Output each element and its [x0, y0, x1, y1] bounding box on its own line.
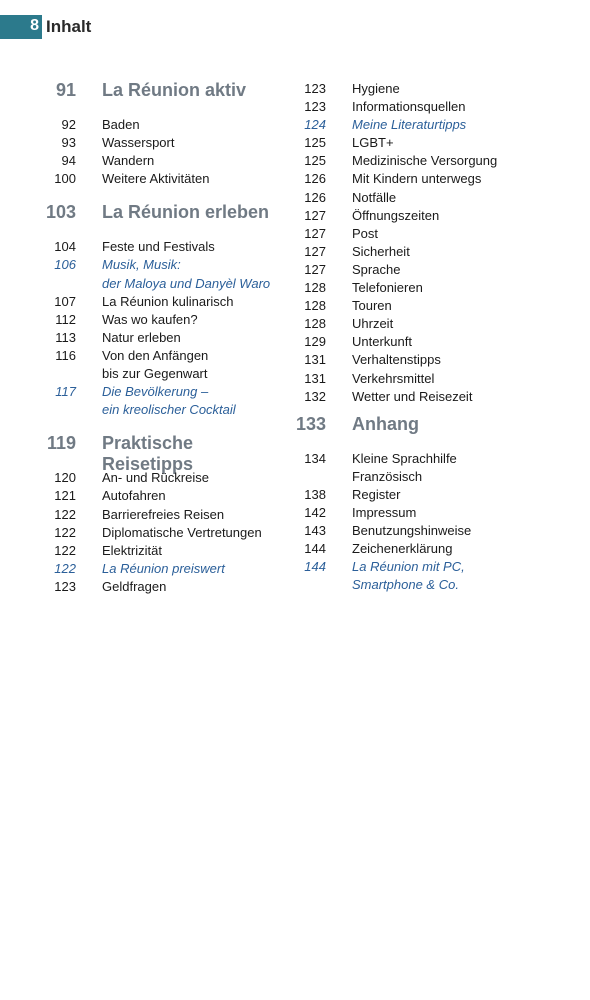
toc-entry-title: Musik, Musik: der Maloya und Danyèl Waro: [102, 257, 271, 291]
toc-entry-page: 132: [304, 388, 326, 404]
toc-entry-title: Öffnungszeiten: [352, 207, 440, 223]
toc-entry[interactable]: [290, 351, 570, 369]
toc-entry[interactable]: [40, 152, 280, 170]
toc-entry[interactable]: [290, 225, 570, 243]
toc-entry-page: 121: [54, 488, 76, 504]
toc-section-title: La Réunion aktiv: [102, 80, 247, 100]
toc-entry-title: Verhaltenstipps: [352, 352, 441, 368]
toc-entry[interactable]: [40, 383, 280, 419]
toc-entry-page: 117: [55, 384, 76, 400]
toc-entry-title: Notfälle: [352, 189, 397, 205]
toc-section-page: 119: [46, 433, 76, 454]
toc-entry[interactable]: [290, 243, 570, 261]
toc-entry-page: 128: [304, 316, 326, 332]
toc-entry-title: Telefonieren: [352, 280, 423, 296]
toc-entry-page: 94: [61, 153, 76, 169]
toc-section-page: 133: [295, 413, 326, 434]
toc-entry-page: 127: [304, 243, 326, 259]
toc-entry-page: 100: [54, 171, 76, 187]
toc-entry-title: Medizinische Versorgung: [352, 153, 498, 169]
toc-entry-page: 113: [55, 329, 76, 345]
toc-entry-page: 144: [304, 559, 326, 575]
toc-entry-title: Natur erleben: [102, 329, 181, 345]
toc-entry-page: 122: [54, 560, 76, 576]
toc-entry-title: Weitere Aktivitäten: [102, 171, 210, 187]
toc-entry-title: Zeichenerklärung: [352, 541, 453, 557]
toc-entry[interactable]: [40, 311, 280, 329]
toc-entry[interactable]: [40, 506, 280, 524]
toc-entry-page: 142: [304, 504, 326, 520]
toc-entry-page: 123: [304, 99, 326, 115]
toc-entry-title: Post: [352, 225, 379, 241]
toc-entry-page: 134: [304, 450, 326, 466]
toc-entry-page: 128: [304, 280, 326, 296]
toc-entry[interactable]: [40, 329, 280, 347]
toc-left-column: [40, 80, 280, 610]
toc-entry-page: 123: [54, 578, 76, 594]
toc-entry-title: Barrierefreies Reisen: [102, 506, 225, 522]
toc-entry-page: 138: [304, 486, 326, 502]
toc-entry[interactable]: [40, 524, 280, 542]
toc-entry[interactable]: [40, 560, 280, 578]
toc-entry-page: 126: [304, 189, 326, 205]
toc-section-heading[interactable]: [290, 414, 570, 444]
toc-entry[interactable]: [40, 487, 280, 505]
toc-entry-page: 107: [54, 293, 76, 309]
toc-entry-page: 126: [304, 171, 326, 187]
toc-entry-page: 116: [55, 347, 76, 363]
toc-entry-title: Meine Literaturtipps: [352, 117, 467, 133]
toc-section-heading[interactable]: [40, 433, 280, 475]
toc-entry-page: 143: [304, 523, 326, 539]
toc-entry[interactable]: [40, 293, 280, 311]
toc-entry-title: Kleine Sprachhilfe Französisch: [352, 450, 457, 484]
toc-entry[interactable]: [290, 297, 570, 315]
toc-entry-title: Elektrizität: [102, 542, 162, 558]
toc-entry-page: 123: [304, 81, 326, 96]
toc-entry[interactable]: [290, 333, 570, 351]
toc-entry[interactable]: [290, 152, 570, 170]
toc-entry[interactable]: [290, 189, 570, 207]
toc-entry-title: Geldfragen: [102, 578, 167, 594]
toc-entry-title: Was wo kaufen?: [102, 311, 198, 327]
toc-entry-page: 125: [304, 153, 326, 169]
toc-entry-title: La Réunion preiswert: [102, 560, 225, 576]
toc-entry-title: Wassersport: [102, 135, 175, 151]
toc-section: [40, 80, 280, 188]
toc-entry-title: La Réunion mit PC, Smartphone & Co.: [352, 559, 465, 593]
toc-entry[interactable]: [40, 256, 280, 292]
toc-entry-title: Baden: [102, 117, 140, 132]
toc-entry[interactable]: [290, 170, 570, 188]
toc-entry[interactable]: [290, 207, 570, 225]
toc-section-title: Anhang: [352, 413, 419, 434]
toc-entry-page: 104: [54, 239, 76, 255]
toc-entry-page: 127: [304, 207, 326, 223]
toc-entry-page: 131: [304, 370, 326, 386]
toc-entry[interactable]: [40, 542, 280, 560]
toc-entry-page: 92: [61, 117, 76, 132]
toc-entry-page: 93: [61, 135, 76, 151]
toc-entry-page: 144: [304, 541, 326, 557]
toc-entry[interactable]: [290, 261, 570, 279]
toc-section-page: 103: [45, 202, 76, 223]
toc-section-title: La Réunion erleben: [102, 202, 270, 223]
toc-entry-page: 124: [304, 117, 326, 133]
toc-entry-title: Benutzungshinweise: [352, 523, 472, 539]
toc-entry-title: Hygiene: [352, 81, 400, 96]
toc-entry-title: Wandern: [102, 153, 155, 169]
toc-entry[interactable]: [290, 279, 570, 297]
toc-entry[interactable]: [40, 238, 280, 256]
toc-entry[interactable]: [290, 558, 570, 594]
toc-entry[interactable]: [40, 116, 280, 134]
toc-entry[interactable]: [290, 388, 570, 406]
toc-entry-title: Sicherheit: [352, 243, 410, 259]
toc-entry-page: 122: [54, 524, 76, 540]
toc-entry-title: Diplomatische Vertretungen: [102, 524, 262, 540]
toc-entry[interactable]: [290, 450, 570, 486]
toc-entry[interactable]: [290, 80, 570, 98]
toc-entry[interactable]: [290, 98, 570, 116]
toc-entry[interactable]: [290, 370, 570, 388]
toc-entry-page: 129: [304, 334, 326, 350]
toc-entry[interactable]: [40, 170, 280, 188]
toc-entry-title: Informationsquellen: [352, 99, 466, 115]
toc-entry[interactable]: [290, 486, 570, 504]
page-number-tab: [0, 15, 42, 39]
toc-entry-page: 122: [54, 506, 76, 522]
toc-entry-title: LGBT+: [352, 135, 394, 151]
toc-right-column: [290, 80, 570, 608]
toc-entry-title: La Réunion kulinarisch: [102, 293, 234, 309]
toc-entry-title: Unterkunft: [352, 334, 412, 350]
toc-entry-page: 112: [55, 311, 76, 327]
toc-entry-title: Autofahren: [102, 488, 166, 504]
toc-entry-page: 125: [304, 135, 326, 151]
toc-entry-title: Von den Anfängen bis zur Gegenwart: [102, 347, 209, 382]
toc-entry-page: 106: [54, 257, 76, 273]
toc-entry[interactable]: [290, 504, 570, 522]
toc-entry-title: Die Bevölkerung – ein kreolischer Cocktail: [102, 384, 236, 418]
toc-entry[interactable]: [40, 134, 280, 152]
toc-section: [40, 433, 280, 596]
toc-entry[interactable]: [290, 522, 570, 540]
toc-entry-title: An- und Rückreise: [102, 470, 209, 486]
toc-entry[interactable]: [40, 347, 280, 383]
toc-entry-title: Impressum: [352, 504, 417, 520]
toc-section-title: Praktische Reisetipps: [102, 433, 194, 475]
toc-entry[interactable]: [290, 134, 570, 152]
toc-entry[interactable]: [290, 540, 570, 558]
toc-entry-title: Register: [352, 486, 401, 502]
toc-entry[interactable]: [290, 315, 570, 333]
toc-section-heading[interactable]: [40, 202, 280, 232]
toc-section: [40, 202, 280, 419]
toc-entry-title: Feste und Festivals: [102, 239, 215, 255]
toc-entry-title: Touren: [352, 298, 392, 314]
toc-entry-page: 128: [304, 298, 326, 314]
toc-entry-page: 120: [54, 470, 76, 486]
toc-entry-title: Sprache: [352, 261, 401, 277]
toc-entry-page: 131: [304, 352, 326, 368]
toc-entry-page: 127: [304, 225, 326, 241]
toc-entry-title: Verkehrsmittel: [352, 370, 435, 386]
toc-entry-title: Uhrzeit: [352, 316, 394, 332]
toc-section-page: 91: [55, 80, 76, 100]
toc-entry[interactable]: [40, 578, 280, 596]
page-number: 8: [30, 17, 39, 34]
toc-entry[interactable]: [290, 116, 570, 134]
toc-section-heading[interactable]: [40, 80, 280, 110]
page-title: Inhalt: [46, 17, 92, 36]
toc-entry-title: Wetter und Reisezeit: [352, 388, 473, 404]
toc-entry-page: 127: [304, 261, 326, 277]
toc-section: [290, 414, 570, 595]
toc-entry-title: Mit Kindern unterwegs: [352, 171, 482, 187]
toc-entry-page: 122: [54, 542, 76, 558]
